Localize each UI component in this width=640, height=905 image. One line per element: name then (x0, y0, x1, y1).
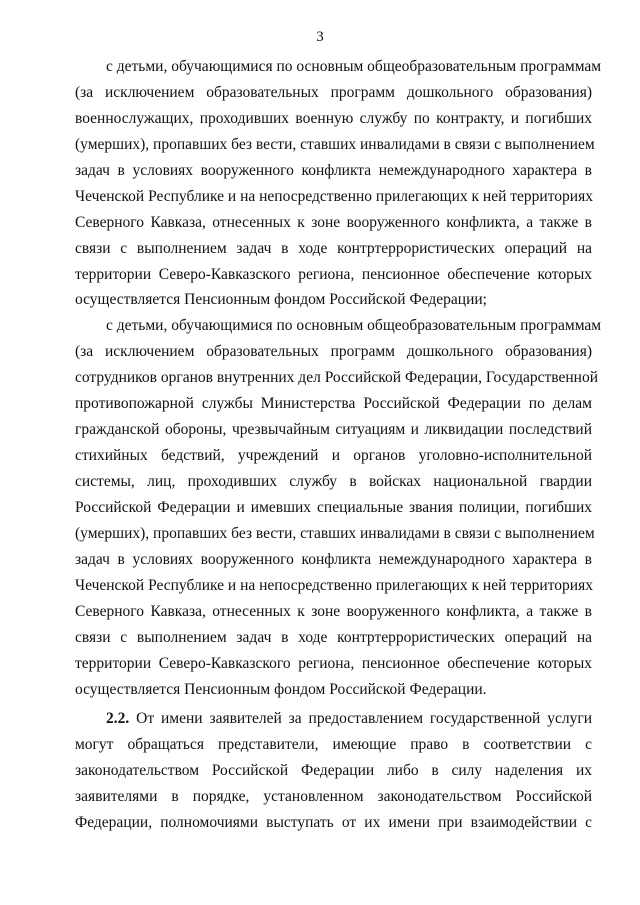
section-2-2-first-line (75, 706, 592, 732)
section-2-2-line: могут обращаться представители, имеющие право в соответствии с (75, 736, 592, 754)
section-number: 2.2. (106, 710, 130, 728)
paragraph-line: территории Северо-Кавказского региона, пенсионное обеспечение которых (75, 654, 592, 672)
section-2-2-line: заявителями в порядке, установленном законодательством Российской (75, 788, 592, 806)
document-body (75, 54, 602, 836)
paragraph-line: задач в условиях вооруженного конфликта немеждународного характера в (75, 161, 592, 179)
paragraph (75, 313, 602, 702)
paragraph-line: задач в условиях вооруженного конфликта немеждународного характера в (75, 550, 592, 568)
section-2-2-line: законодательством Российской Федерации либо в силу наделения их (75, 762, 592, 780)
paragraph-line: Чеченской Республике и на непосредственно прилегающих к ней территориях (75, 187, 593, 205)
paragraph-line: стихийных бедствий, учреждений и органов уголовно-исполнительной (75, 447, 592, 465)
section-2-2-line: Федерации, полномочиями выступать от их имени при взаимодействии с (75, 814, 592, 832)
paragraph-line: гражданской обороны, чрезвычайным ситуациям и ликвидации последствий (75, 421, 592, 439)
section-2-2-first-line-text: От имени заявителей за предоставлением государственной услуги (136, 710, 593, 728)
paragraph-line: (за исключением образовательных программ дошкольного образования) (75, 343, 592, 361)
paragraph-line: сотрудников органов внутренних дел Российской Федерации, Государственной (75, 369, 598, 387)
page-number: 3 (316, 29, 324, 45)
paragraph-line: противопожарной службы Министерства Российской Федерации по делам (75, 395, 592, 413)
paragraph-line: Чеченской Республике и на непосредственно прилегающих к ней территориях (75, 576, 593, 594)
paragraph-line: Российской Федерации и имевших специальные звания полиции, погибших (75, 498, 592, 516)
section-2-2 (75, 706, 592, 836)
paragraph-line: связи с выполнением задач в ходе контртеррористических операций на (75, 628, 592, 646)
paragraph-line: осуществляется Пенсионным фондом Российской Федерации; (75, 291, 487, 309)
paragraph-line: осуществляется Пенсионным фондом Российской Федерации. (75, 680, 487, 698)
paragraph-line: системы, лиц, проходивших службу в войсках национальной гвардии (75, 473, 592, 490)
paragraph-line: военнослужащих, проходивших военную службу по контракту, и погибших (75, 109, 592, 127)
paragraph-line: (умерших), пропавших без вести, ставших инвалидами в связи с выполнением (75, 524, 595, 542)
paragraph-first-line: с детьми, обучающимися по основным общеобразовательным программам (106, 317, 602, 335)
paragraph-line: территории Северо-Кавказского региона, пенсионное обеспечение которых (75, 265, 592, 283)
paragraph-line: связи с выполнением задач в ходе контртеррористических операций на (75, 239, 592, 257)
paragraph-line: Северного Кавказа, отнесенных к зоне вооруженного конфликта, а также в (75, 213, 592, 231)
paragraph (75, 54, 602, 313)
paragraph-line: (умерших), пропавших без вести, ставших инвалидами в связи с выполнением (75, 135, 595, 153)
paragraph-first-line: с детьми, обучающимися по основным общеобразовательным программам (106, 58, 602, 75)
paragraph-line: Северного Кавказа, отнесенных к зоне вооруженного конфликта, а также в (75, 602, 592, 620)
paragraphs-container (75, 54, 602, 702)
paragraph-line: (за исключением образовательных программ дошкольного образования) (75, 83, 592, 101)
